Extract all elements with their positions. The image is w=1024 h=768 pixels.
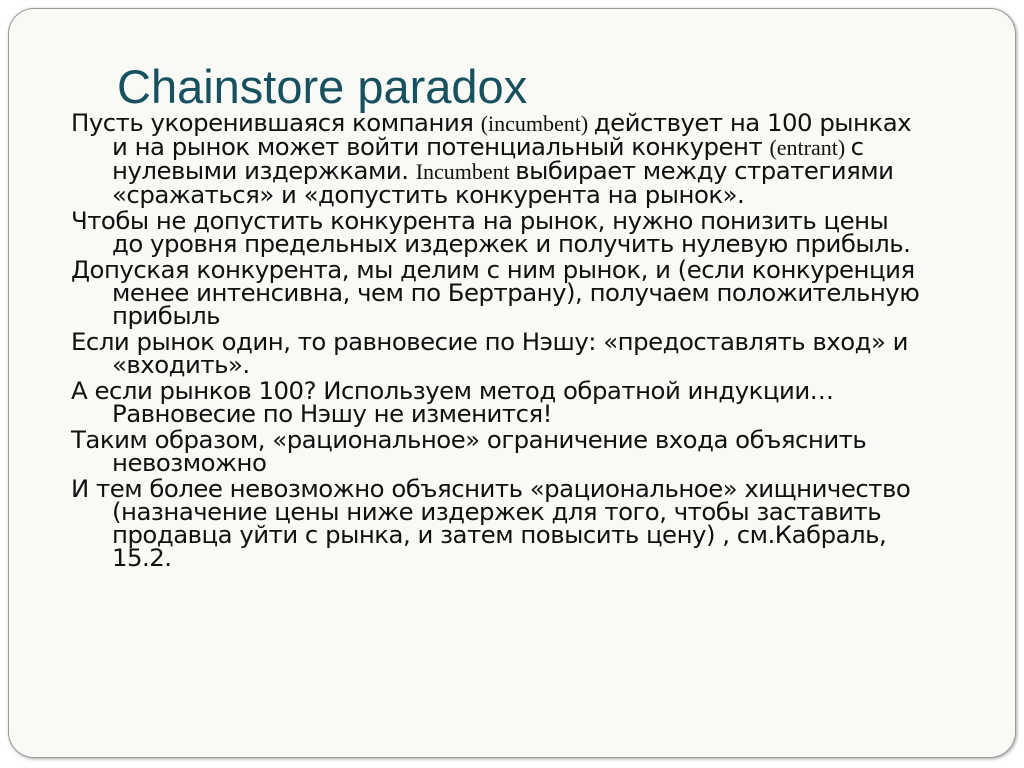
text-segment: с нулевыми издержками. — [112, 132, 864, 185]
text-segment: И тем более невозможно объяснить «рациональное» хищничество (назначение цены ниже издержек для того, чтобы заставить продавца уйти с рынка, и затем повысить цену) , см.Кабраль, 15.2. — [71, 474, 911, 572]
slide-title: Chainstore paradox — [117, 60, 528, 113]
text-segment: Таким образом, «рациональное» ограничение входа объяснить невозможно — [71, 425, 867, 477]
text-segment-latin: (entrant) — [769, 135, 851, 160]
text-segment: Чтобы не допустить конкурента на рынок, нужно понизить цены до уровня предельных издержек и получить нулевую прибыль. — [71, 206, 911, 258]
bullet-paragraph-1 — [71, 108, 921, 209]
text-segment: Если рынок один, то равновесие по Нэшу: «предоставлять вход» и «входить». — [71, 327, 909, 379]
text-segment: Допуская конкурента, мы делим с ним рынок, и (если конкуренция менее интенсивна, чем по Бертрану), получаем положительную прибыль — [71, 255, 920, 330]
bullet-paragraph-7 — [71, 474, 921, 572]
bullet-paragraph-5 — [71, 376, 921, 428]
text-segment-latin: Incumbent — [415, 159, 516, 184]
bullet-paragraph-4 — [71, 327, 921, 379]
bullet-paragraph-3 — [71, 255, 921, 330]
text-segment-latin: (incumbent) — [480, 111, 594, 136]
slide-body — [71, 108, 921, 572]
text-segment: А если рынков 100? Используем метод обратной индукции…Равновесие по Нэшу не изменится! — [71, 376, 834, 428]
text-segment: действует на 100 рынках и на рынок может войти потенциальный конкурент — [112, 108, 912, 161]
bullet-paragraph-2 — [71, 206, 921, 258]
slide — [8, 8, 1016, 758]
text-segment: Пусть укоренившаяся компания — [71, 108, 481, 137]
text-segment: выбирает между стратегиями «сражаться» и «допустить конкурента на рынок». — [112, 156, 894, 209]
bullet-paragraph-6 — [71, 425, 921, 477]
